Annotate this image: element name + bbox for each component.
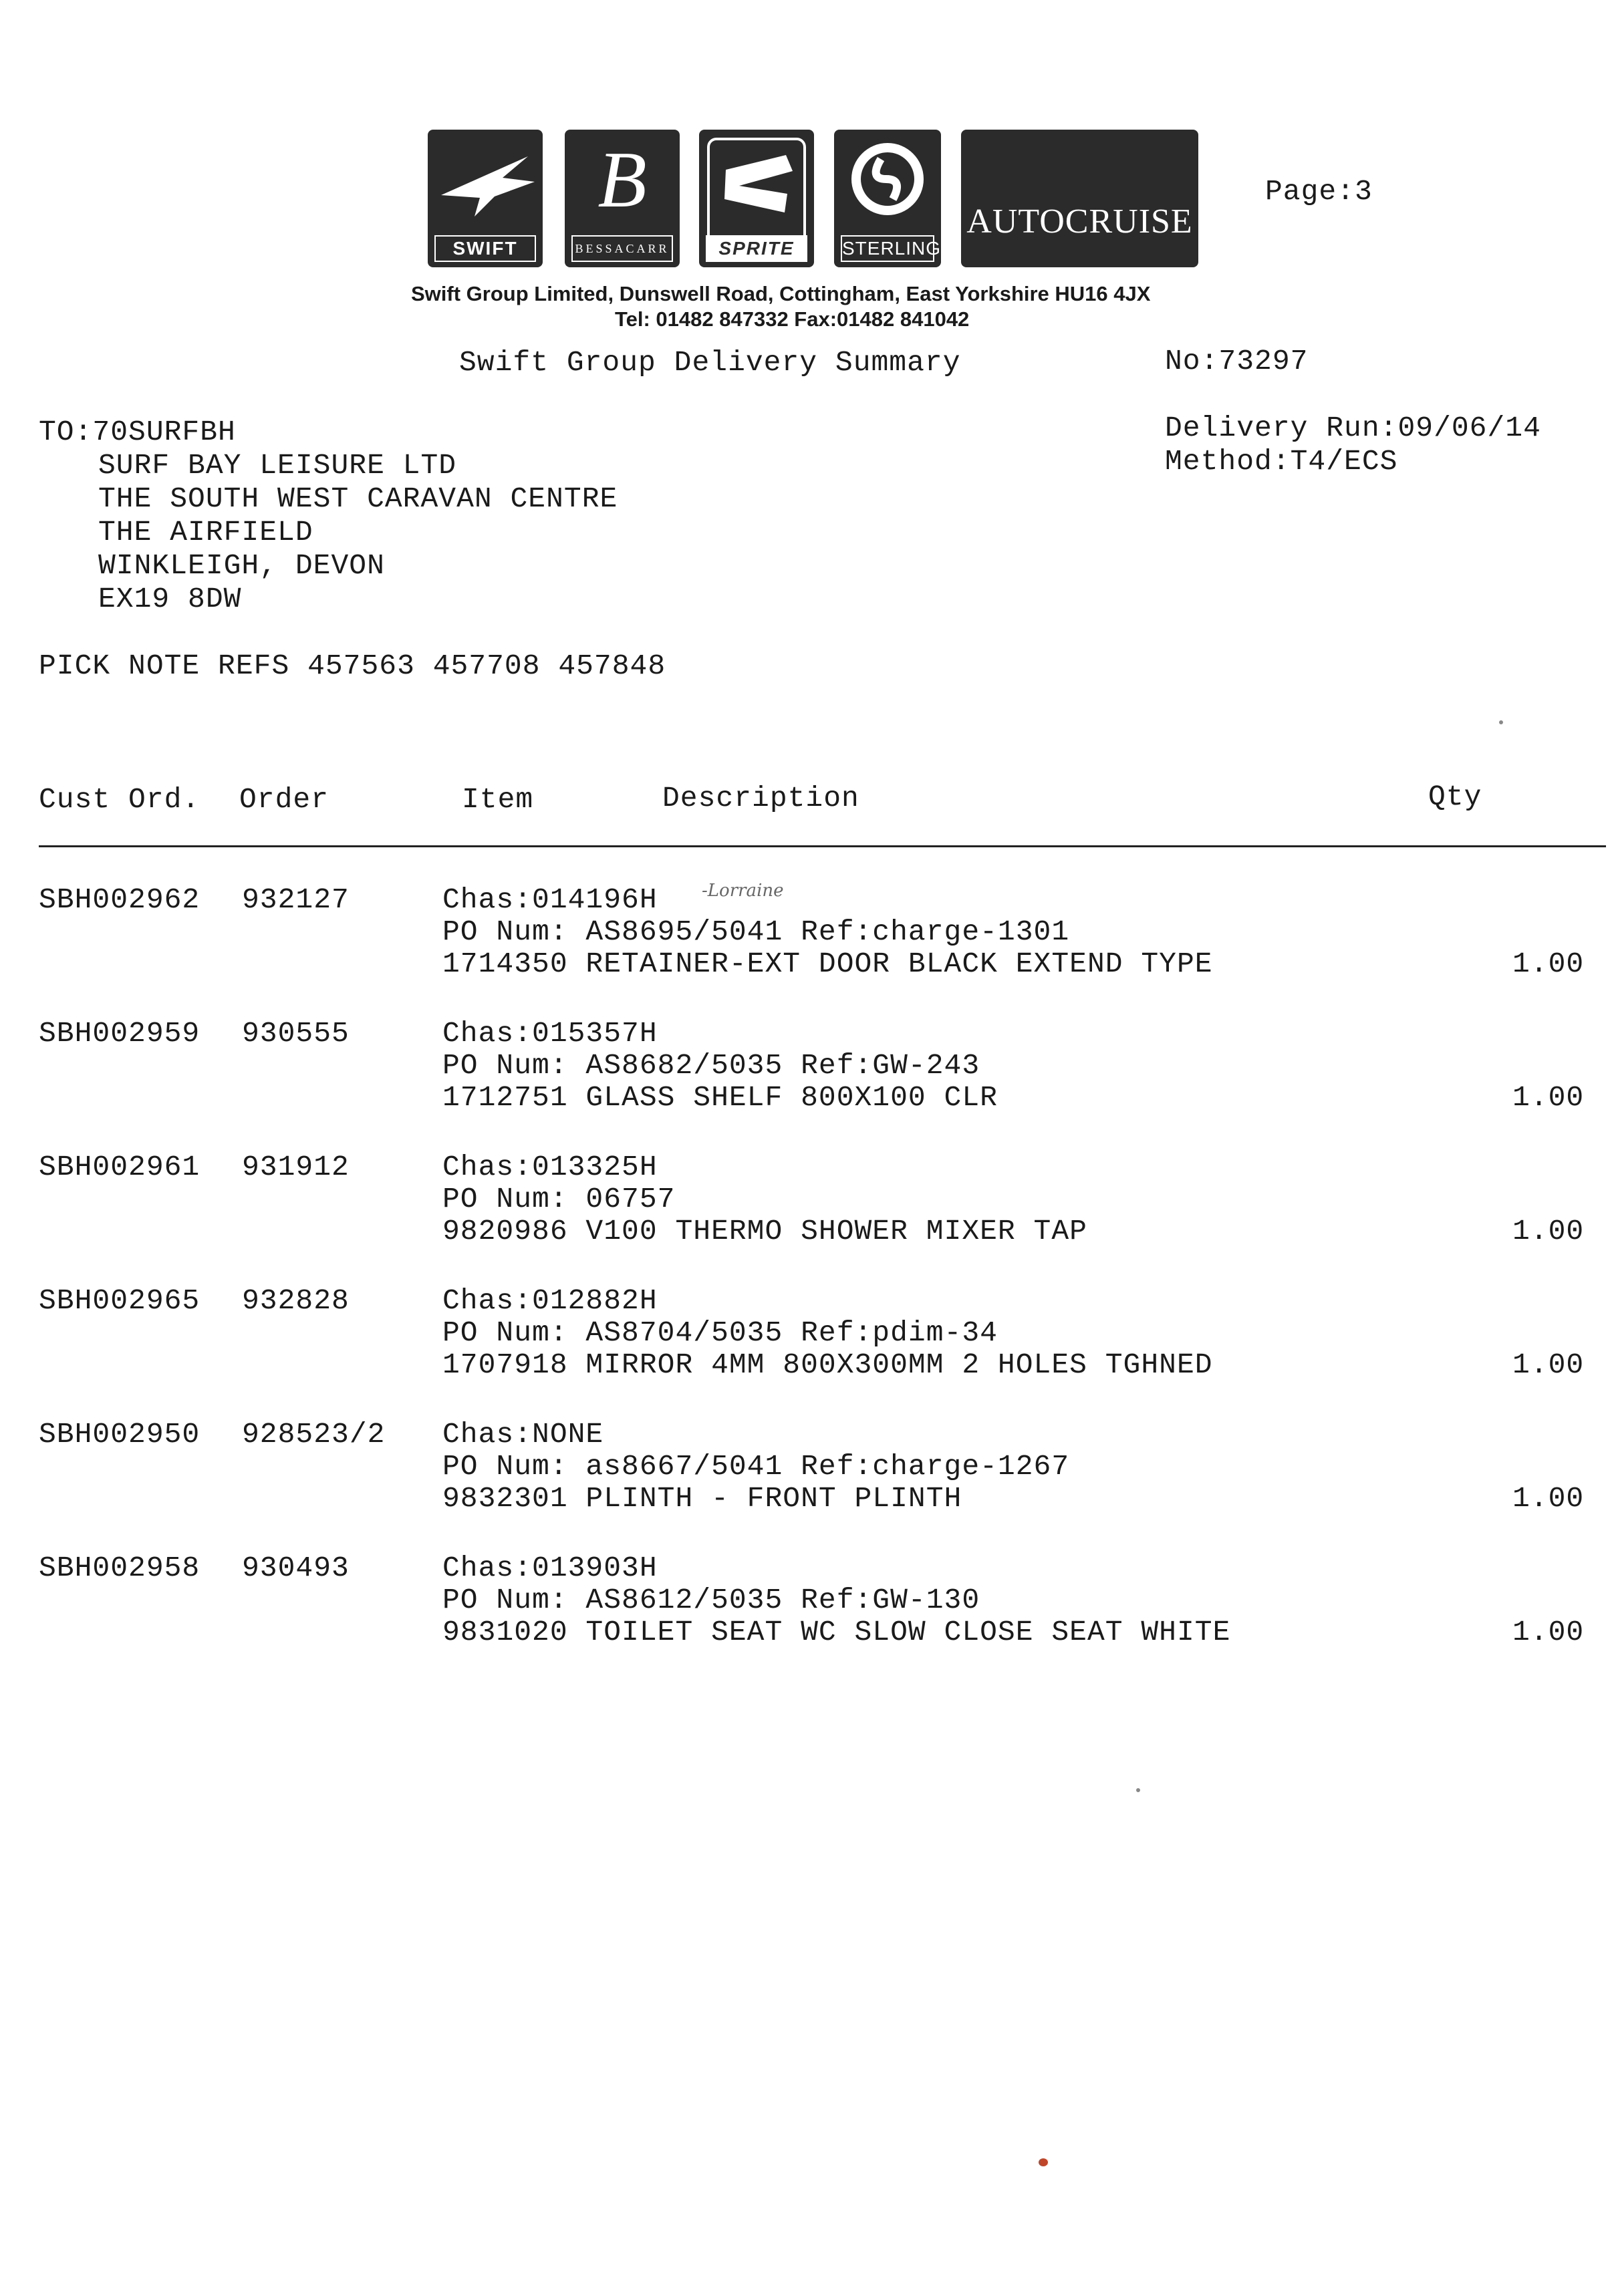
qty-cell: 1.00 bbox=[1512, 1215, 1585, 1248]
document-title: Swift Group Delivery Summary bbox=[459, 346, 961, 379]
bessacarr-mark: B bbox=[597, 135, 647, 224]
cust-ord-cell: SBH002962 bbox=[39, 883, 200, 916]
qty-cell: 1.00 bbox=[1512, 1081, 1585, 1114]
po-number-cell: PO Num: 06757 bbox=[442, 1183, 676, 1215]
chassis-cell: Chas:015357H bbox=[442, 1017, 658, 1050]
header-divider bbox=[39, 845, 1606, 847]
ink-smudge bbox=[1039, 2158, 1048, 2166]
item-description-cell: 1707918 MIRROR 4MM 800X300MM 2 HOLES TGHNED bbox=[442, 1348, 1213, 1381]
chassis-cell: Chas:014196H bbox=[442, 883, 658, 916]
qty-cell: 1.00 bbox=[1512, 1616, 1585, 1648]
order-cell: 932828 bbox=[242, 1284, 350, 1317]
scan-speck bbox=[1136, 1788, 1140, 1792]
chassis-cell: Chas:012882H bbox=[442, 1284, 658, 1317]
recipient-line: WINKLEIGH, DEVON bbox=[98, 549, 385, 582]
cust-ord-cell: SBH002958 bbox=[39, 1552, 200, 1584]
po-number-cell: PO Num: as8667/5041 Ref:charge-1267 bbox=[442, 1450, 1070, 1483]
recipient-code: TO:70SURFBH bbox=[39, 416, 236, 448]
order-cell: 928523/2 bbox=[242, 1418, 386, 1451]
chassis-cell: Chas:013903H bbox=[442, 1552, 658, 1584]
swift-logo-label: SWIFT bbox=[434, 235, 536, 262]
po-number-cell: PO Num: AS8695/5041 Ref:charge-1301 bbox=[442, 915, 1070, 948]
sterling-emblem-icon bbox=[834, 130, 941, 230]
pick-note-refs: PICK NOTE REFS 457563 457708 457848 bbox=[39, 650, 666, 682]
autocruise-logo-label: AUTOCRUISE bbox=[966, 202, 1193, 241]
cust-ord-cell: SBH002950 bbox=[39, 1418, 200, 1451]
order-cell: 930493 bbox=[242, 1552, 350, 1584]
cust-ord-cell: SBH002965 bbox=[39, 1284, 200, 1317]
recipient-line: THE AIRFIELD bbox=[98, 516, 313, 549]
item-description-cell: 1714350 RETAINER-EXT DOOR BLACK EXTEND TYPE bbox=[442, 948, 1213, 980]
sterling-logo bbox=[834, 130, 941, 267]
swift-logo bbox=[428, 130, 543, 267]
po-number-cell: PO Num: AS8682/5035 Ref:GW-243 bbox=[442, 1049, 980, 1082]
cust-ord-cell: SBH002959 bbox=[39, 1017, 200, 1050]
cust-ord-cell: SBH002961 bbox=[39, 1151, 200, 1183]
column-cust-ord: Cust Ord. bbox=[39, 783, 200, 816]
qty-cell: 1.00 bbox=[1512, 948, 1585, 980]
item-description-cell: 1712751 GLASS SHELF 800X100 CLR bbox=[442, 1081, 998, 1114]
swallow-icon bbox=[428, 130, 543, 230]
sprite-logo-label: SPRITE bbox=[706, 235, 807, 262]
item-description-cell: 9832301 PLINTH - FRONT PLINTH bbox=[442, 1482, 962, 1515]
company-phone: Tel: 01482 847332 Fax:01482 841042 bbox=[615, 307, 970, 331]
delivery-method: Method:T4/ECS bbox=[1165, 445, 1398, 478]
column-description: Description bbox=[662, 782, 859, 815]
autocruise-logo bbox=[961, 130, 1198, 267]
bessacarr-logo bbox=[565, 130, 680, 267]
po-number-cell: PO Num: AS8704/5035 Ref:pdim-34 bbox=[442, 1316, 998, 1349]
column-qty: Qty bbox=[1428, 780, 1482, 813]
order-cell: 931912 bbox=[242, 1151, 350, 1183]
recipient-line: EX19 8DW bbox=[98, 583, 242, 615]
delivery-number: No:73297 bbox=[1165, 345, 1309, 378]
po-number-cell: PO Num: AS8612/5035 Ref:GW-130 bbox=[442, 1584, 980, 1616]
sterling-logo-label: STERLING bbox=[841, 235, 934, 262]
company-address: Swift Group Limited, Dunswell Road, Cottingham, East Yorkshire HU16 4JX bbox=[411, 282, 1151, 305]
page-number: Page:3 bbox=[1265, 175, 1373, 208]
order-cell: 932127 bbox=[242, 883, 350, 916]
sprite-logo bbox=[699, 130, 814, 267]
item-description-cell: 9820986 V100 THERMO SHOWER MIXER TAP bbox=[442, 1215, 1087, 1248]
column-order: Order bbox=[239, 783, 329, 816]
item-description-cell: 9831020 TOILET SEAT WC SLOW CLOSE SEAT WHITE bbox=[442, 1616, 1231, 1648]
chassis-cell: Chas:NONE bbox=[442, 1418, 604, 1451]
delivery-run: Delivery Run:09/06/14 bbox=[1165, 412, 1541, 444]
qty-cell: 1.00 bbox=[1512, 1482, 1585, 1515]
qty-cell: 1.00 bbox=[1512, 1348, 1585, 1381]
recipient-line: THE SOUTH WEST CARAVAN CENTRE bbox=[98, 482, 618, 515]
column-item: Item bbox=[462, 783, 534, 816]
chassis-cell: Chas:013325H bbox=[442, 1151, 658, 1183]
order-cell: 930555 bbox=[242, 1017, 350, 1050]
sprite-s-icon bbox=[699, 130, 814, 230]
bessacarr-logo-label: BESSACARR bbox=[571, 235, 673, 262]
recipient-line: SURF BAY LEISURE LTD bbox=[98, 449, 457, 482]
handwritten-note: -Lorraine bbox=[702, 881, 784, 901]
scan-speck bbox=[1499, 720, 1503, 724]
